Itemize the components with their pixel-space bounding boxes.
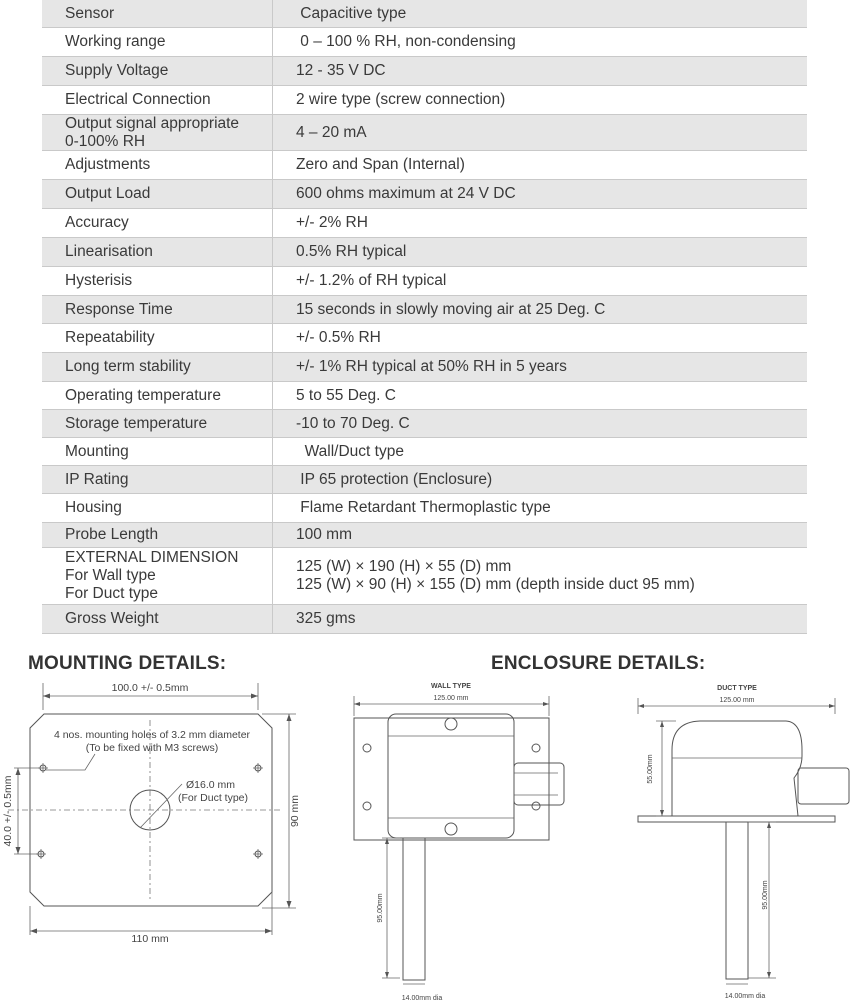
bottom-dim-label: 110 mm	[131, 933, 169, 945]
spec-value: 325 gms	[296, 610, 356, 627]
spec-label-cell	[42, 353, 273, 381]
spec-label-cell	[42, 410, 273, 437]
spec-label-cell	[42, 324, 273, 352]
wall-width-label: 125.00 mm	[433, 695, 469, 702]
spec-value: 125 (W) × 90 (H) × 155 (D) mm (depth inside duct 95 mm)	[296, 576, 695, 593]
spec-value: Zero and Span (Internal)	[296, 156, 465, 173]
spec-value-cell	[273, 267, 807, 295]
arrow-icon	[385, 972, 389, 978]
probe-length-label: 95.00mm	[762, 880, 769, 910]
spec-value: IP 65 protection (Enclosure)	[296, 470, 493, 488]
mounting-hole	[253, 849, 263, 859]
spec-label-cell	[42, 466, 273, 493]
hole-note-label: (For Duct type)	[178, 792, 249, 804]
arrow-icon	[16, 847, 21, 854]
spec-value-cell	[273, 324, 807, 352]
spec-value: +/- 1% RH typical at 50% RH in 5 years	[296, 358, 567, 375]
duct-type-drawing	[630, 678, 853, 1003]
duct-height-label: 55.00mm	[647, 754, 654, 784]
probe	[726, 822, 748, 979]
spec-row	[42, 494, 807, 523]
spec-label-cell	[42, 267, 273, 295]
probe-dia-label: 14.00mm dia	[724, 993, 766, 1000]
duct-flange	[638, 816, 835, 822]
spec-row	[42, 523, 807, 548]
mounting-hole	[363, 802, 371, 810]
spec-label: Hysterisis	[65, 272, 133, 289]
spec-label-cell	[42, 57, 273, 85]
mounting-details-heading: MOUNTING DETAILS:	[28, 653, 227, 674]
spec-value: Flame Retardant Thermoplastic type	[296, 499, 551, 516]
screw-cap	[445, 823, 457, 835]
spec-value: 0.5% RH typical	[296, 243, 407, 260]
spec-row	[42, 296, 807, 324]
spec-value: Wall/Duct type	[296, 442, 404, 460]
spec-row	[42, 410, 807, 438]
spec-label: IP Rating	[65, 470, 129, 488]
spec-label-cell	[42, 209, 273, 237]
spec-label-cell	[42, 115, 273, 150]
spec-value-cell	[273, 209, 807, 237]
probe-length-label: 95.00mm	[377, 893, 384, 923]
probe	[403, 838, 425, 980]
spec-value: 100 mm	[296, 526, 352, 543]
arrow-icon	[543, 702, 549, 706]
arrow-icon	[287, 901, 292, 908]
arrow-icon	[354, 702, 360, 706]
spec-label: Repeatability	[65, 329, 155, 346]
cable-gland	[514, 763, 564, 805]
spec-value: 5 to 55 Deg. C	[296, 386, 396, 404]
spec-label: For Duct type	[65, 585, 159, 602]
holes-note-1: 4 nos. mounting holes of 3.2 mm diameter	[53, 729, 251, 741]
arrow-icon	[385, 838, 389, 844]
spec-row	[42, 548, 807, 605]
spec-value: -10 to 70 Deg. C	[296, 414, 410, 432]
spec-label-cell	[42, 238, 273, 266]
spec-row	[42, 28, 807, 57]
holes-note-2: (To be fixed with M3 screws)	[85, 742, 219, 754]
spec-label-cell	[42, 548, 273, 604]
spec-label-cell	[42, 605, 273, 633]
arrow-icon	[767, 972, 771, 978]
spec-row	[42, 267, 807, 296]
arrow-icon	[265, 929, 272, 934]
spec-value-cell	[273, 382, 807, 409]
spec-label: Supply Voltage	[65, 62, 169, 79]
spec-label-cell	[42, 180, 273, 208]
spec-label-cell	[42, 86, 273, 114]
spec-label-cell	[42, 28, 273, 56]
mounting-hole	[363, 744, 371, 752]
spec-value: 12 - 35 V DC	[296, 62, 386, 79]
arrow-icon	[43, 694, 50, 699]
arrow-icon	[16, 768, 21, 775]
spec-value-cell	[273, 438, 807, 465]
spec-label-cell	[42, 296, 273, 323]
spec-value-cell	[273, 605, 807, 633]
screw-cap	[445, 718, 457, 730]
arrow-icon	[767, 822, 771, 828]
arrow-icon	[829, 704, 835, 708]
spec-label-cell	[42, 438, 273, 465]
spec-table	[42, 0, 807, 634]
spec-label: Output signal appropriate	[65, 114, 240, 132]
spec-label: Electrical Connection	[65, 91, 211, 108]
arrow-icon	[251, 694, 258, 699]
spec-label-cell	[42, 382, 273, 409]
spec-value-cell	[273, 466, 807, 493]
spec-value-cell	[273, 523, 807, 547]
spec-value: 125 (W) × 190 (H) × 55 (D) mm	[296, 558, 512, 575]
spec-value-cell	[273, 494, 807, 522]
spec-value: 4 – 20 mA	[296, 123, 367, 141]
spec-label: Probe Length	[65, 526, 159, 543]
spec-label: Long term stability	[65, 358, 191, 375]
wall-type-drawing	[340, 678, 580, 1003]
spec-label: Output Load	[65, 185, 151, 202]
height-dim-left-label: 40.0 +/- 0.5mm	[2, 775, 14, 847]
spec-row	[42, 353, 807, 382]
spec-label: 0-100% RH	[65, 132, 146, 150]
spec-label: Housing	[65, 499, 122, 516]
spec-label: Operating temperature	[65, 386, 221, 404]
duct-width-label: 125.00 mm	[719, 697, 755, 704]
spec-row	[42, 57, 807, 86]
hole-dia-label: Ø16.0 mm	[186, 779, 236, 791]
spec-row	[42, 151, 807, 180]
spec-row	[42, 324, 807, 353]
cable-gland	[798, 768, 849, 804]
spec-value: 15 seconds in slowly moving air at 25 Deg. C	[296, 300, 606, 318]
spec-row	[42, 86, 807, 115]
probe-dia-label: 14.00mm dia	[401, 995, 443, 1002]
spec-label: Working range	[65, 33, 166, 50]
spec-row	[42, 382, 807, 410]
spec-label-cell	[42, 0, 273, 27]
spec-row	[42, 605, 807, 634]
width-dim-label: 100.0 +/- 0.5mm	[111, 682, 189, 694]
spec-label: EXTERNAL DIMENSION	[65, 549, 239, 566]
spec-value: +/- 0.5% RH	[296, 329, 381, 346]
spec-row	[42, 238, 807, 267]
wall-type-title: WALL TYPE	[431, 683, 471, 690]
spec-label-cell	[42, 494, 273, 522]
duct-enclosure	[672, 721, 802, 816]
spec-value-cell	[273, 238, 807, 266]
mounting-hole	[532, 744, 540, 752]
enclosure-details-heading: ENCLOSURE DETAILS:	[491, 653, 706, 674]
spec-row	[42, 466, 807, 494]
spec-value: +/- 2% RH	[296, 214, 368, 231]
spec-row	[42, 180, 807, 209]
spec-label: Accuracy	[65, 214, 129, 231]
spec-label-cell	[42, 523, 273, 547]
spec-value-cell	[273, 548, 807, 604]
spec-value-cell	[273, 353, 807, 381]
spec-row	[42, 115, 807, 151]
spec-label: Storage temperature	[65, 414, 208, 432]
spec-label: Adjustments	[65, 156, 151, 173]
arrow-icon	[660, 721, 664, 727]
arrow-icon	[660, 810, 664, 816]
mounting-hole	[253, 763, 263, 773]
spec-value-cell	[273, 410, 807, 437]
spec-value-cell	[273, 28, 807, 56]
spec-row	[42, 209, 807, 238]
spec-value-cell	[273, 180, 807, 208]
spec-value-cell	[273, 57, 807, 85]
spec-label: Mounting	[65, 442, 129, 460]
leader-line	[46, 754, 95, 770]
mounting-drawing	[0, 680, 310, 950]
spec-label: Gross Weight	[65, 610, 159, 627]
spec-label-cell	[42, 151, 273, 179]
spec-value-cell	[273, 0, 807, 27]
mounting-hole	[532, 802, 540, 810]
arrow-icon	[638, 704, 644, 708]
spec-value-cell	[273, 296, 807, 323]
spec-row	[42, 438, 807, 466]
spec-value-cell	[273, 115, 807, 150]
arrow-icon	[30, 929, 37, 934]
spec-value-cell	[273, 86, 807, 114]
spec-label: Sensor	[65, 4, 115, 22]
spec-value: 2 wire type (screw connection)	[296, 91, 506, 108]
spec-label: Linearisation	[65, 243, 153, 260]
spec-label: For Wall type	[65, 567, 156, 584]
enclosure-body	[388, 714, 514, 838]
spec-value-cell	[273, 151, 807, 179]
arrow-icon	[287, 714, 292, 721]
height-dim-right-label: 90 mm	[289, 794, 301, 828]
spec-label: Response Time	[65, 300, 173, 318]
duct-type-title: DUCT TYPE	[717, 685, 757, 692]
spec-value: +/- 1.2% of RH typical	[296, 272, 447, 289]
spec-value: Capacitive type	[296, 4, 407, 22]
spec-row	[42, 0, 807, 28]
spec-value: 0 – 100 % RH, non-condensing	[296, 33, 516, 50]
spec-value: 600 ohms maximum at 24 V DC	[296, 185, 516, 202]
